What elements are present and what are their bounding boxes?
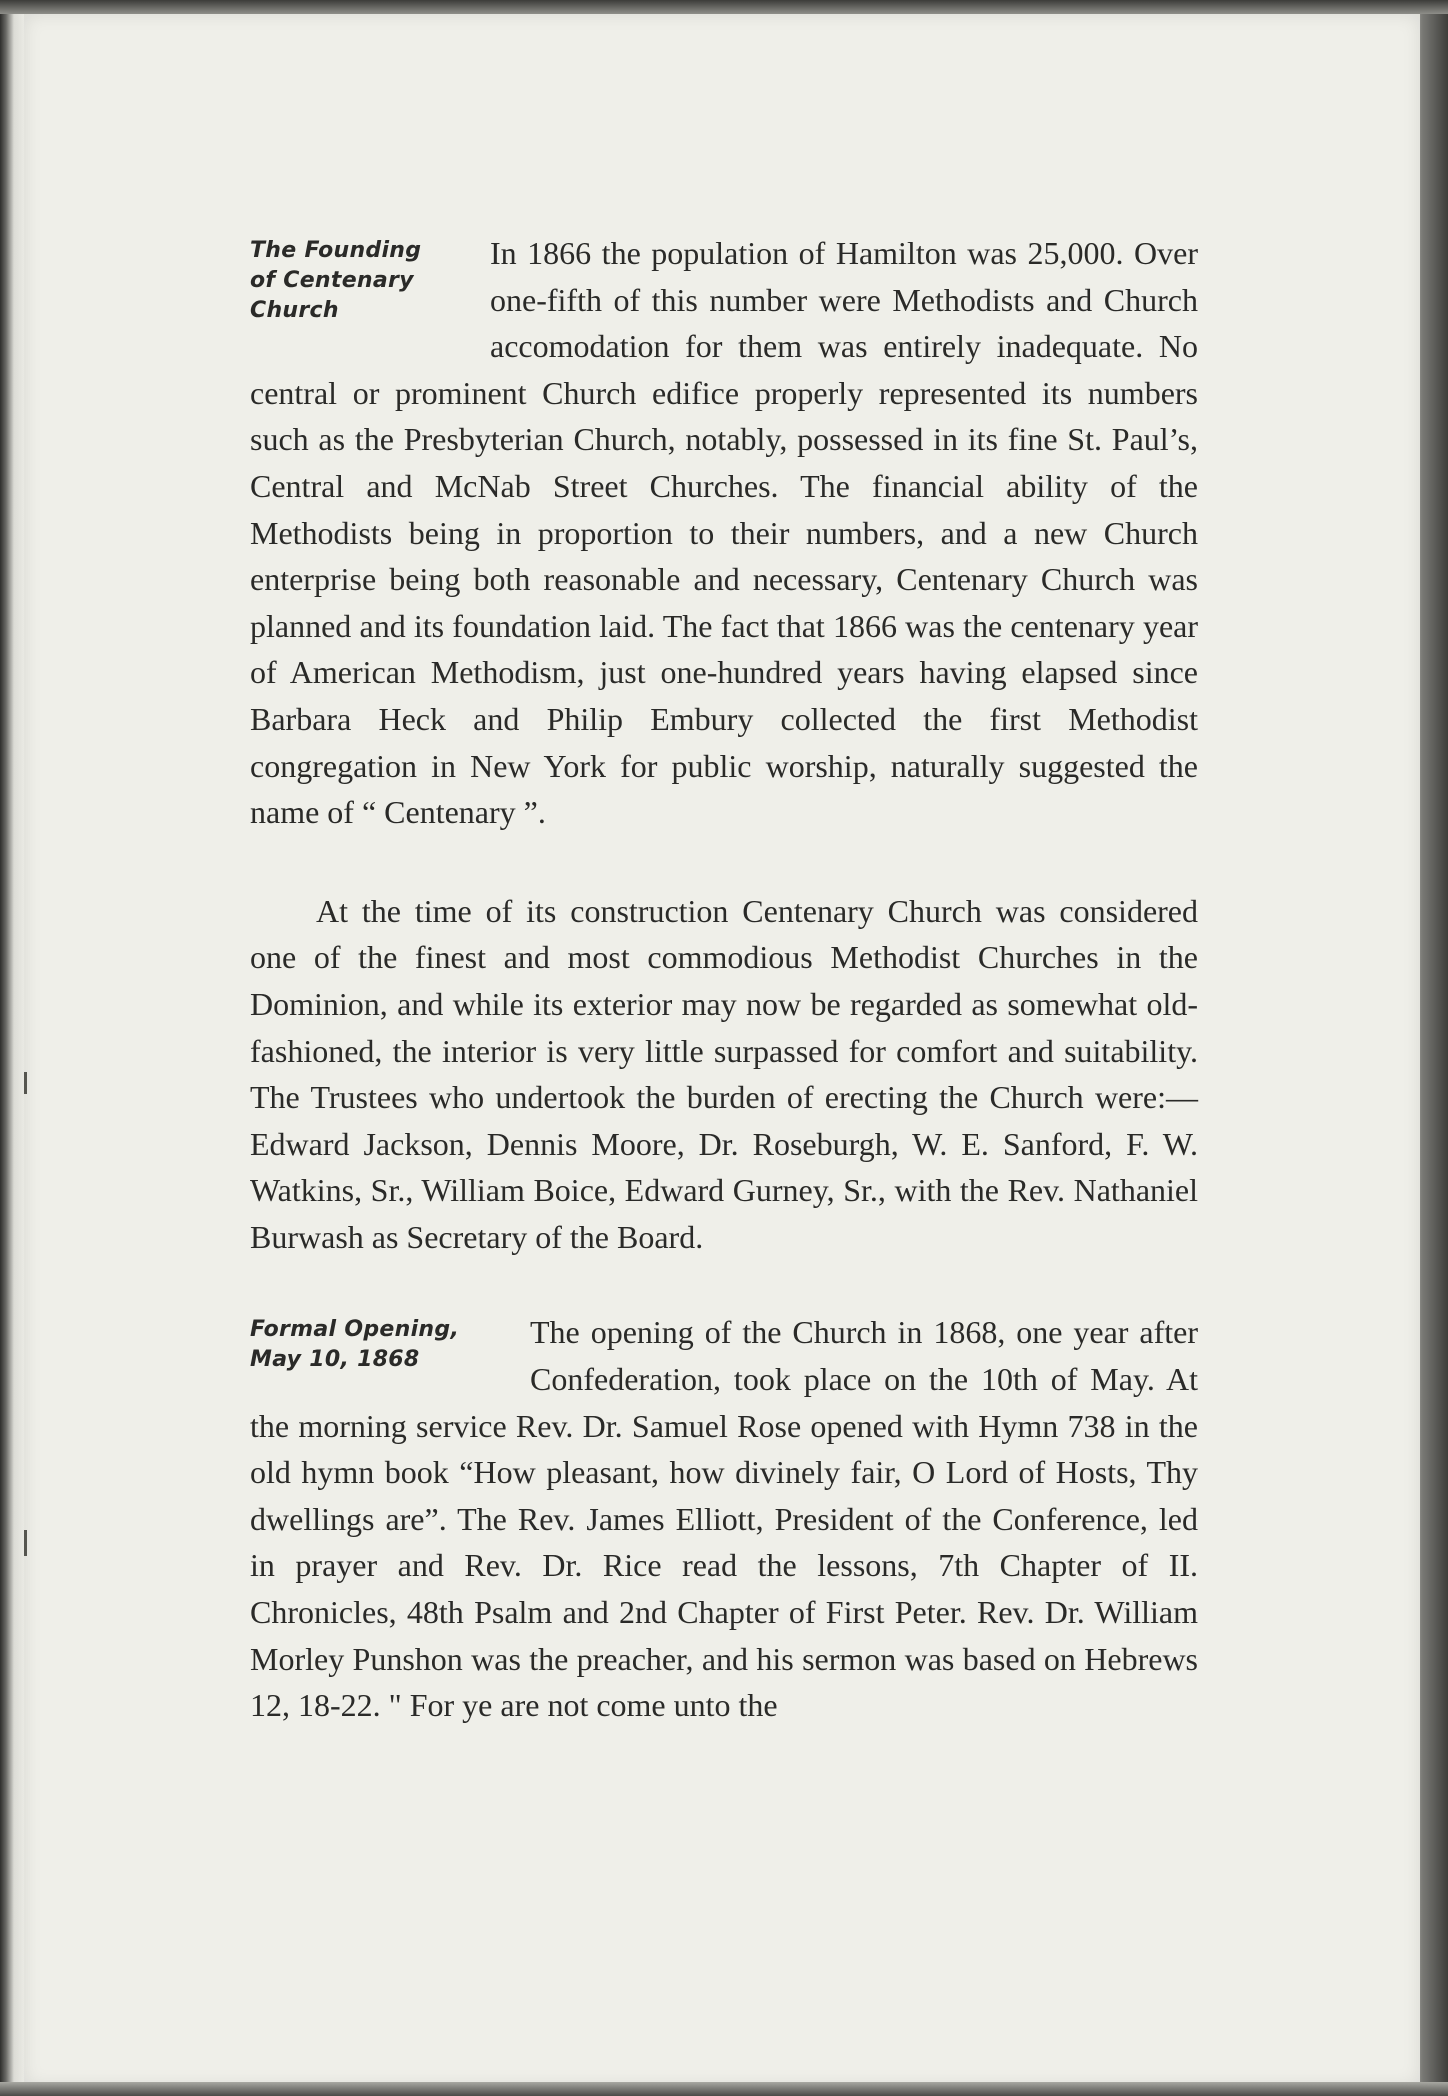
side-heading-founding <box>250 236 490 326</box>
page-text <box>250 230 1198 1729</box>
heading-line: The Founding <box>250 238 422 263</box>
bottom-page-edge <box>0 2082 1448 2096</box>
paragraph: At the time of its construction Centenary Church was considered one of the finest and most commodious Methodist Churches in the Dominion, and while its exterior may now be regarded as somewhat old-fashioned, the interior is very little surpassed for comfort and suitability. The Trustees who undertook the burden of erecting the Church were:—Edward Jackson, Dennis Moore, Dr. Roseburgh, W. E. Sanford, F. W. Watkins, Sr., William Boice, Edward Gurney, Sr., with the Rev. Nathaniel Burwash as Secretary of the Board. <box>250 892 1198 1255</box>
heading-line: Church <box>250 298 339 323</box>
side-heading-formal-opening <box>250 1315 530 1375</box>
top-page-edge <box>0 0 1448 14</box>
heading-line: May 10, 1868 <box>250 1347 420 1373</box>
margin-mark <box>24 1530 27 1556</box>
heading-line: of Centenary <box>250 268 414 293</box>
paragraph: In 1866 the population of Hamilton was 25,000. Over one-fifth of this number were Methodists and Church accomodation for them was entirely inadequate. No central or prominent Church edifice properly represented its numbers such as the Presbyterian Church, notably, possessed in its fine St. Paul’s, Central and McNab Street Churches. The financial ability of the Methodists being in proportion to their numbers, and a new Church enterprise being both reasonable and necessary, Centenary Church was planned and its foundation laid. The fact that 1866 was the centenary year of American Methodism, just one-hundred years having elapsed since Barbara Heck and Philip Embury collected the first Methodist congregation in New York for public worship, naturally suggested the name of “ Centenary ”. <box>250 235 1198 831</box>
margin-mark <box>24 1072 27 1094</box>
heading-line: Formal Opening, <box>250 1317 460 1343</box>
section-founding <box>250 230 1198 1260</box>
paragraph: The opening of the Church in 1868, one year after Confederation, took place on the 10th of May. At the morning service Rev. Dr. Samuel Rose opened with Hymn 738 in the old hymn book “How pleasant, how divinely fair, O Lord of Hosts, Thy dwellings are”. The Rev. James Elliott, President of the Conference, led in prayer and Rev. Dr. Rice read the lessons, 7th Chapter of II. Chronicles, 48th Psalm and 2nd Chapter of First Peter. Rev. Dr. William Morley Punshon was the preacher, and his sermon was based on Hebrews 12, 18-22. " For ye are not come unto the <box>250 1314 1198 1724</box>
section-formal-opening <box>250 1309 1198 1728</box>
